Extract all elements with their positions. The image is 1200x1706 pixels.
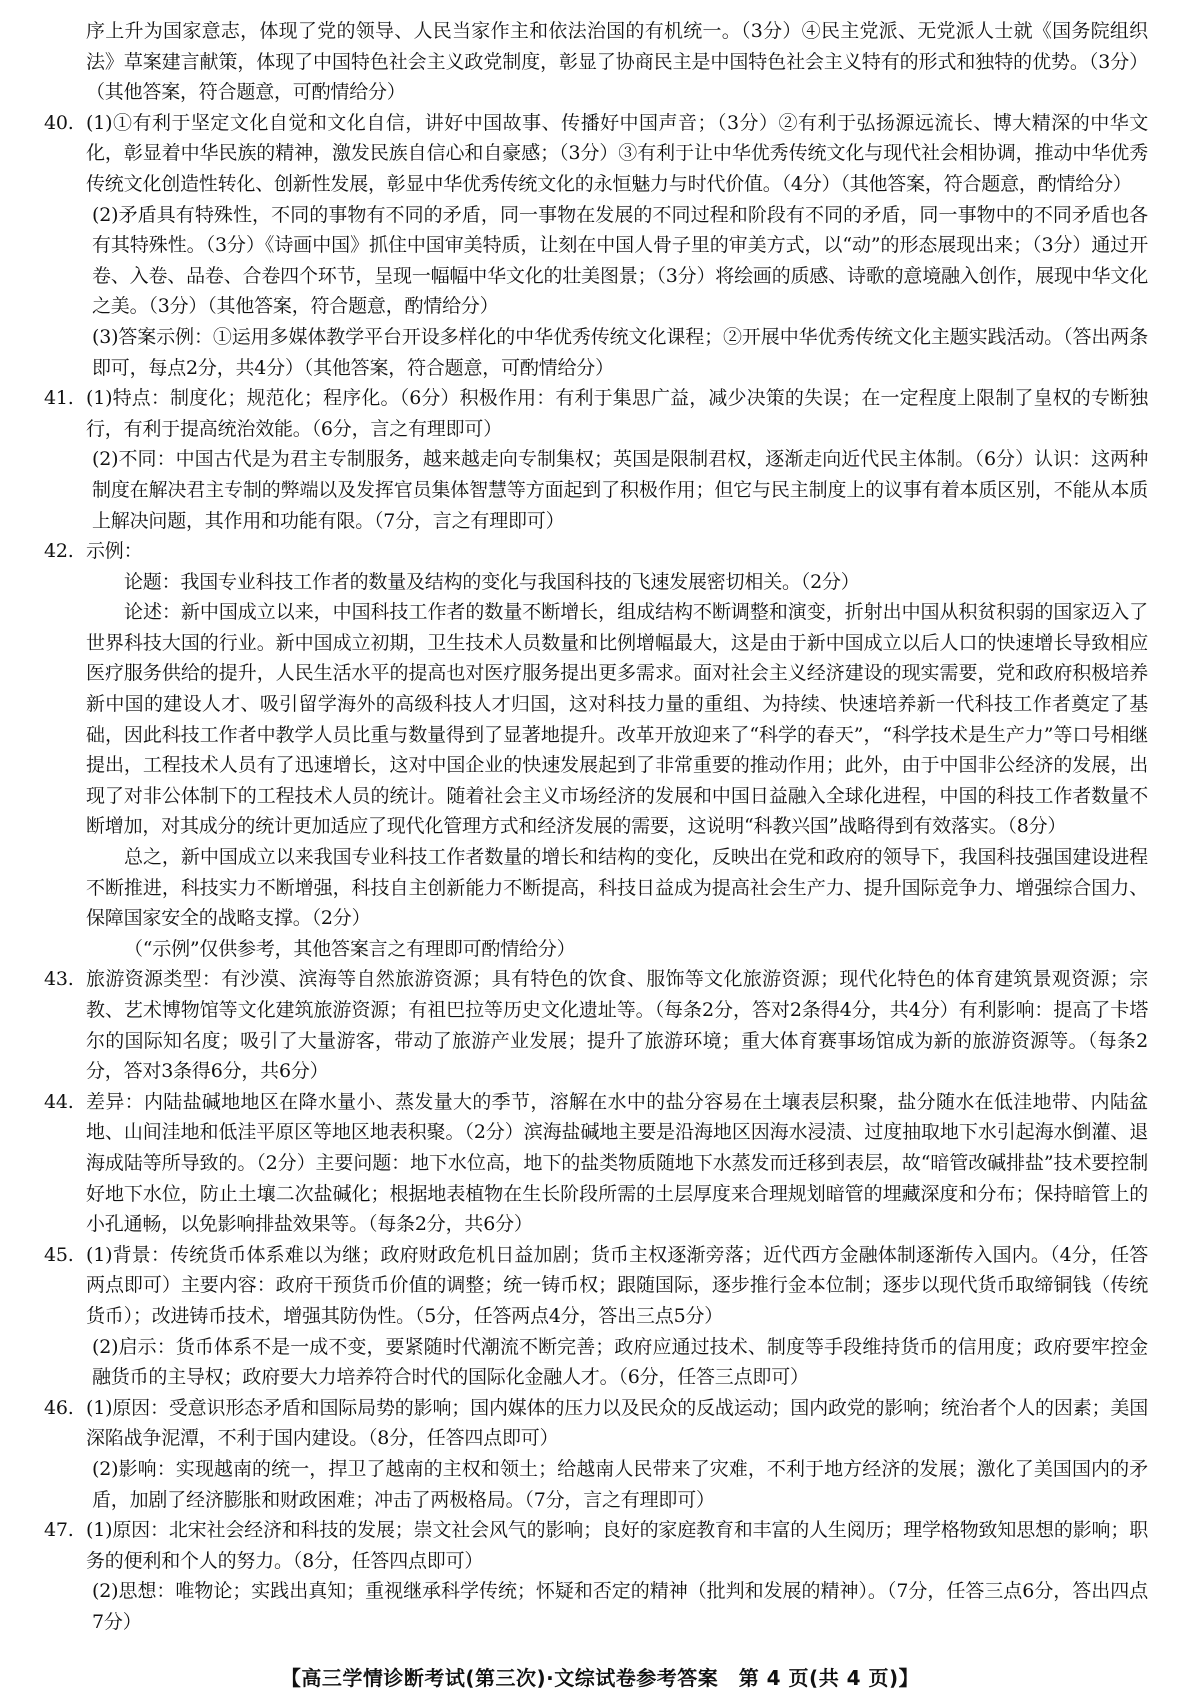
answer-47-part-1: (1)原因：北宋社会经济和科技的发展；崇文社会风气的影响；良好的家庭教育和丰富的人生阅历；理学格物致知思想的影响；职务的便利和个人的努力。（8分，任答四点即可） (86, 1519, 1148, 1572)
answer-41 (44, 383, 1148, 536)
answer-42 (44, 536, 1148, 964)
page-footer: 【高三学情诊断考试(第三次)·文综试卷参考答案 第 4 页(共 4 页)】 (280, 1666, 920, 1690)
answer-body (44, 16, 1148, 1637)
question-number: 46. (44, 1396, 74, 1419)
answer-47 (44, 1515, 1148, 1637)
answer-42-thesis: 论题：我国专业科技工作者的数量及结构的变化与我国科技的飞速发展密切相关。（2分） (124, 570, 860, 593)
answer-44 (44, 1087, 1148, 1240)
answer-46-part-1: (1)原因：受意识形态矛盾和国际局势的影响；国内媒体的压力以及民众的反战运动；国内政党的影响；统治者个人的因素；美国深陷战争泥潭，不利于国内建设。（8分，任答四点即可） (86, 1396, 1148, 1450)
question-number: 43. (44, 968, 74, 991)
answer-40-part-3: (3)答案示例：①运用多媒体教学平台开设多样化的中华优秀传统文化课程；②开展中华优秀传统文化主题实践活动。（答出两条即可，每点2分，共4分）（其他答案，符合题意，可酌情给分） (92, 325, 1148, 379)
answer-44-text: 差异：内陆盐碱地地区在降水量小、蒸发量大的季节，溶解在水中的盐分容易在土壤表层积聚，盐分随水在低洼地带、内陆盆地、山间洼地和低洼平原区等地区地表积聚。（2分）滨海盐碱地主要是沿海地区因海水浸渍、过度抽取地下水引起海水倒灌、退海成陆等所导致的。（2分）主要问题：地下水位高，地下的盐类物质随地下水蒸发而迁移到表层，故“暗管改碱排盐”技术要控制好地下水位，防止土壤二次盐碱化；根据地表植物在生长阶段所需的土层厚度来合理规划暗管的埋藏深度和分布；保持暗管上的小孔通畅，以免影响排盐效果等。（每条2分，共6分） (86, 1090, 1148, 1236)
question-number: 40. (44, 111, 74, 134)
answer-42-label: 示例： (86, 540, 143, 563)
answer-40-part-2: (2)矛盾具有特殊性，不同的事物有不同的矛盾，同一事物在发展的不同过程和阶段有不同的矛盾，同一事物中的不同矛盾也各有其特殊性。（3分）《诗画中国》抓住中国审美特质，让刻在中国人骨子里的审美方式，以“动”的形态展现出来；（3分）通过开卷、入卷、品卷、合卷四个环节，呈现一幅幅中华文化的壮美图景；（3分）将绘画的质感、诗歌的意境融入创作，展现中华文化之美。（3分）（其他答案，符合题意，酌情给分） (92, 203, 1148, 318)
question-number: 41. (44, 387, 74, 410)
question-number: 42. (44, 540, 74, 563)
answer-41-part-1: (1)特点：制度化；规范化；程序化。（6分）积极作用：有利于集思广益，减少决策的失误；在一定程度上限制了皇权的专断独行，有利于提高统治效能。（6分，言之有理即可） (86, 387, 1148, 440)
answer-42-note: （“示例”仅供参考，其他答案言之有理即可酌情给分） (124, 937, 576, 960)
question-number: 45. (44, 1243, 74, 1266)
answer-47-part-2: (2)思想：唯物论；实践出真知；重视继承科学传统；怀疑和否定的精神（批判和发展的精神）。（7分，任答三点6分，答出四点7分） (92, 1580, 1148, 1633)
answer-40 (44, 108, 1148, 383)
answer-45-part-1: (1)背景：传统货币体系难以为继；政府财政危机日益加剧；货币主权逐渐旁落；近代西方金融体制逐渐传入国内。（4分，任答两点即可）主要内容：政府干预货币价值的调整；统一铸币权；跟随国际，逐步推行金本位制；逐步以现代货币取缔铜钱（传统货币）；改进铸币技术，增强其防伪性。（5分，任答两点4分，答出三点5分） (86, 1243, 1148, 1327)
answer-45-part-2: (2)启示：货币体系不是一成不变，要紧随时代潮流不断完善；政府应通过技术、制度等手段维持货币的信用度；政府要牢控金融货币的主导权；政府要大力培养符合时代的国际化金融人才。（6分，任答三点即可） (92, 1335, 1148, 1389)
answer-46-part-2: (2)影响：实现越南的统一，捍卫了越南的主权和领土；给越南人民带来了灾难，不利于地方经济的发展；激化了美国国内的矛盾，加剧了经济膨胀和财政困难；冲击了两极格局。（7分，言之有理即可） (92, 1457, 1148, 1511)
answer-45 (44, 1240, 1148, 1393)
answer-40-part-1: (1)①有利于坚定文化自觉和文化自信，讲好中国故事、传播好中国声音；（3分）②有利于弘扬源远流长、博大精深的中华文化，彰显着中华民族的精神，激发民族自信心和自豪感；（3分）③有利于让中华优秀传统文化与现代社会相协调，推动中华优秀传统文化创造性转化、创新性发展，彰显中华优秀传统文化的永恒魅力与时代价值。（4分）（其他答案，符合题意，酌情给分） (86, 111, 1148, 195)
answer-42-conclusion: 总之，新中国成立以来我国专业科技工作者数量的增长和结构的变化，反映出在党和政府的领导下，我国科技强国建设进程不断推进，科技实力不断增强，科技自主创新能力不断提高，科技日益成为提高社会生产力、提升国际竞争力、增强综合国力、保障国家安全的战略支撑。（2分） (86, 846, 1148, 930)
question-number: 47. (44, 1519, 74, 1542)
answer-46 (44, 1393, 1148, 1515)
answer-41-part-2: (2)不同：中国古代是为君主专制服务，越来越走向专制集权；英国是限制君权，逐渐走向近代民主体制。（6分）认识：这两种制度在解决君主专制的弊端以及发挥官员集体智慧等方面起到了积极作用；但它与民主制度上的议事有着本质区别，不能从本质上解决问题，其作用和功能有限。（7分，言之有理即可） (92, 448, 1148, 532)
question-number: 44. (44, 1090, 74, 1113)
answer-43 (44, 964, 1148, 1086)
q39-continuation: 序上升为国家意志，体现了党的领导、人民当家作主和依法治国的有机统一。（3分）④民主党派、无党派人士就《国务院组织法》草案建言献策，体现了中国特色社会主义政党制度，彰显了协商民主是中国特色社会主义特有的形式和独特的优势。（3分）（其他答案，符合题意，可酌情给分） (86, 20, 1148, 104)
answer-42-argument: 论述：新中国成立以来，中国科技工作者的数量不断增长，组成结构不断调整和演变，折射出中国从积贫积弱的国家迈入了世界科技大国的行业。新中国成立初期，卫生技术人员数量和比例增幅最大，这是由于新中国成立以后人口的快速增长导致相应医疗服务供给的提升，人民生活水平的提高也对医疗服务提出更多需求。面对社会主义经济建设的现实需要，党和政府积极培养新中国的建设人才、吸引留学海外的高级科技人才归国，这对科技力量的重组、为持续、快速培养新一代科技工作者奠定了基础，因此科技工作者中教学人员比重与数量得到了显著地提升。改革开放迎来了“科学的春天”，“科学技术是生产力”等口号相继提出，工程技术人员有了迅速增长，这对中国企业的快速发展起到了非常重要的推动作用；此外，由于中国非公经济的发展，出现了对非公体制下的工程技术人员的统计。随着社会主义市场经济的发展和中国日益融入全球化进程，中国的科技工作者数量不断增加，对其成分的统计更加适应了现代化管理方式和经济发展的需要，这说明“科教兴国”战略得到有效落实。（8分） (86, 601, 1148, 838)
answer-43-text: 旅游资源类型：有沙漠、滨海等自然旅游资源；具有特色的饮食、服饰等文化旅游资源；现代化特色的体育建筑景观资源；宗教、艺术博物馆等文化建筑旅游资源；有祖巴拉等历史文化遗址等。（每条2分，答对2条得4分，共4分）有利影响：提高了卡塔尔的国际知名度；吸引了大量游客，带动了旅游产业发展；提升了旅游环境；重大体育赛事场馆成为新的旅游资源等。（每条2分，答对3条得6分，共6分） (86, 968, 1148, 1083)
